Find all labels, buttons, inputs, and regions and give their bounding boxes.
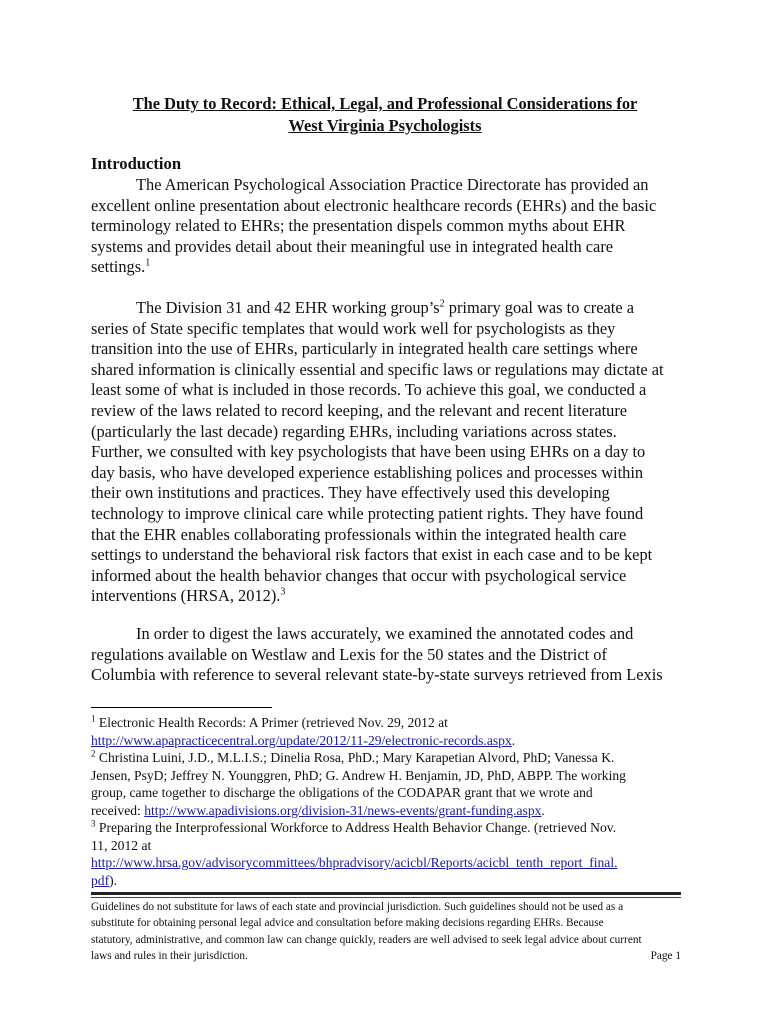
footnote-1-link[interactable]: http://www.apapracticecentral.org/update/2012/11-29/electronic-records.aspx: [91, 732, 512, 748]
title-line-2: West Virginia Psychologists: [288, 116, 482, 135]
paragraph-text: interventions (HRSA, 2012).: [91, 586, 281, 606]
paragraph-1: [91, 175, 691, 278]
footnote-ref-1: 1: [145, 257, 151, 269]
paragraph-line: [91, 298, 691, 319]
footer-disclaimer-line: statutory, administrative, and common law can change quickly, readers are well advised to seek legal advice about current: [91, 933, 642, 946]
footnote-number: 3: [91, 818, 96, 829]
footnote-2-link-line: [91, 802, 681, 820]
footer-last-line: [91, 948, 681, 964]
paragraph-line: that the EHR enables collaborating professionals within the integrated health care: [91, 524, 627, 544]
paragraph-line: [91, 586, 691, 607]
footnote-3-link-line: [91, 854, 681, 872]
paragraph-line: informed about the health behavior changes that occur with psychological service: [91, 565, 627, 585]
footnote-text: received:: [91, 802, 145, 818]
title-line-1: The Duty to Record: Ethical, Legal, and Professional Considerations for: [132, 94, 638, 113]
footnote-1: [91, 714, 681, 732]
footnote-1-link-line: [91, 732, 681, 750]
paragraph-text: The Division 31 and 42 EHR working group’s: [136, 298, 440, 317]
footnote-3: [91, 819, 681, 837]
footnote-number: 2: [91, 748, 96, 759]
footnote-text: Electronic Health Records: A Primer (retrieved Nov. 29, 2012 at: [95, 715, 448, 730]
footnote-text: ).: [109, 872, 118, 888]
paragraph-3: [91, 624, 691, 686]
section-heading-introduction: Introduction: [91, 154, 182, 173]
footer-divider-thin: [91, 897, 681, 898]
paragraph-line: excellent online presentation about electronic healthcare records (EHRs) and the basic: [91, 195, 657, 215]
paragraph-line: shared information is clinically essential and specific laws or regulations may dictate at: [91, 359, 664, 379]
paragraph-line: day basis, who have developed experience establishing polices and processes within: [91, 462, 644, 482]
paragraph-line: regulations available on Westlaw and Lexis for the 50 states and the District of: [91, 644, 607, 664]
footer-divider-thick: [91, 892, 681, 895]
footer-disclaimer-line: substitute for obtaining personal legal advice and consultation before making decisions regarding EHRs. Because: [91, 917, 604, 930]
footnote-text: .: [541, 802, 545, 818]
footnote-number: 1: [91, 713, 96, 724]
footnote-text: group, came together to discharge the obligations of the CODAPAR grant that we wrote and: [91, 785, 593, 800]
paragraph-line: Further, we consulted with key psychologists that have been using EHRs on a day to: [91, 442, 646, 462]
paragraph-line: least some of what is included in those records. To achieve this goal, we conducted a: [91, 380, 647, 400]
paragraph-text: settings.: [91, 257, 146, 277]
paragraph-line: (particularly the last decade) regarding EHRs, including variations across states.: [91, 421, 617, 441]
paragraph-line: systems and provides detail about their meaningful use in integrated health care: [91, 236, 614, 256]
footnote-3-link-end-line: [91, 872, 681, 890]
paragraph-line: In order to digest the laws accurately, we examined the annotated codes and: [136, 624, 634, 643]
footnote-ref-3: 3: [280, 586, 286, 598]
document-title: [60, 93, 710, 137]
paragraph-line: transition into the use of EHRs, particularly in integrated health care settings where: [91, 339, 638, 359]
footnote-2: [91, 749, 681, 767]
footnotes: [91, 714, 681, 889]
footer-disclaimer-line: laws and rules in their jurisdiction.: [91, 950, 248, 963]
paragraph-line: their own institutions and practices. They have effectively used this developing: [91, 483, 610, 503]
footer-disclaimer-line: Guidelines do not substitute for laws of each state and provincial jurisdiction. Such guidelines should not be used as a: [91, 901, 624, 913]
paragraph-text: primary goal was to create a: [444, 298, 634, 317]
footnote-text: Christina Luini, J.D., M.L.I.S.; Dinelia Rosa, PhD.; Mary Karapetian Alvord, PhD; Vanessa K.: [95, 750, 615, 765]
paragraph-line: review of the laws related to record keeping, and the relevant and recent literature: [91, 400, 628, 420]
paragraph-line: terminology related to EHRs; the presentation dispels common myths about EHR: [91, 216, 626, 236]
footnote-text: Jensen, PsyD; Jeffrey N. Younggren, PhD; G. Andrew H. Benjamin, JD, PhD, ABPP. The working: [91, 767, 626, 783]
paragraph-line: [91, 257, 691, 278]
footnote-text: Preparing the Interprofessional Workforce to Address Health Behavior Change. (retrieved Nov.: [95, 820, 617, 835]
footnote-2-link[interactable]: http://www.apadivisions.org/division-31/news-events/grant-funding.aspx: [144, 802, 542, 818]
footnote-text: 11, 2012 at: [91, 837, 152, 853]
page-footer: [91, 899, 681, 965]
footnote-separator: [91, 707, 272, 708]
footnote-text: .: [511, 732, 516, 748]
footnote-3-link[interactable]: http://www.hrsa.gov/advisorycommittees/bhpradvisory/acicbl/Reports/acicbl_tenth_report_final.: [91, 855, 618, 870]
footnote-ref-2: 2: [439, 298, 445, 310]
paragraph-line: settings to understand the behavioral risk factors that exist in each case and to be kept: [91, 545, 653, 565]
paragraph-line: The American Psychological Association Practice Directorate has provided an: [136, 175, 649, 194]
footnote-3-link-continued[interactable]: pdf: [91, 872, 110, 888]
paragraph-2: [91, 298, 691, 607]
paragraph-line: series of State specific templates that would work well for psychologists as they: [91, 318, 616, 338]
paragraph-line: Columbia with reference to several relevant state-by-state surveys retrieved from Lexis: [91, 665, 663, 685]
page-number: Page 1: [650, 950, 681, 963]
paragraph-line: technology to improve clinical care while protecting patient rights. They have found: [91, 503, 644, 523]
